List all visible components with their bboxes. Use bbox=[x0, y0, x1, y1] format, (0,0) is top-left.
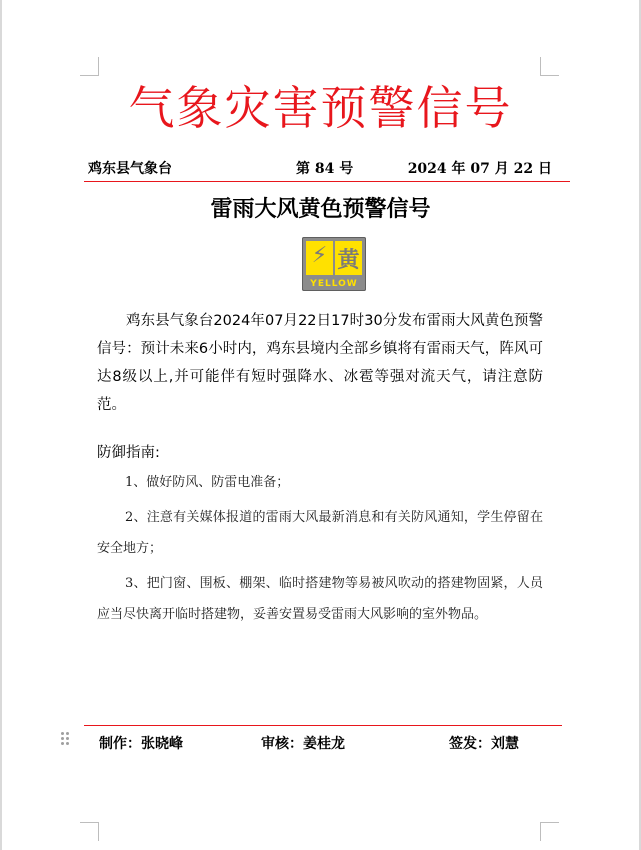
yellow-warning-signal-icon bbox=[302, 237, 366, 291]
reviewed-by: 审核：姜桂龙 bbox=[261, 736, 345, 752]
lightning-icon: ⚡ bbox=[306, 241, 333, 275]
document-footer-row bbox=[97, 733, 537, 755]
document-main-title: 气象灾害预警信号 bbox=[128, 81, 513, 135]
footer-divider bbox=[84, 725, 562, 726]
defense-guide-title: 防御指南: bbox=[97, 445, 160, 461]
document-header-row bbox=[84, 158, 554, 180]
table-drag-handle-icon[interactable] bbox=[61, 731, 71, 747]
crop-mark-top-left bbox=[80, 57, 99, 76]
issued-by: 签发：刘慧 bbox=[449, 736, 519, 752]
made-by: 制作：张晓峰 bbox=[99, 736, 183, 752]
guide-item: 1、做好防风、防雷电准备； bbox=[125, 475, 290, 490]
crop-mark-bottom-right bbox=[540, 822, 559, 841]
signal-title: 雷雨大风黄色预警信号 bbox=[210, 196, 431, 222]
signal-level-char: 黄 bbox=[335, 241, 362, 275]
issue-date: 2024 年 07 月 22 日 bbox=[407, 161, 552, 177]
header-divider bbox=[84, 181, 570, 182]
issuing-organization: 鸡东县气象台 bbox=[88, 161, 172, 177]
guide-item: 3、把门窗、围板、棚架、临时搭建物等易被风吹动的搭建物固紧，人员应当尽快离开临时搭建物，妥善安置易受雷雨大风影响的室外物品。 bbox=[97, 576, 543, 622]
guide-item: 2、注意有关媒体报道的雷雨大风最新消息和有关防风通知，学生停留在安全地方； bbox=[97, 510, 543, 556]
warning-body-paragraph: 鸡东县气象台2024年07月22日17时30分发布雷雨大风黄色预警信号：预计未来6小时内，鸡东县境内全部乡镇将有雷雨天气，阵风可达8级以上,并可能伴有短时强降水、冰雹等强对流天气，请注意防范。 bbox=[97, 313, 543, 413]
issue-number: 第 84 号 bbox=[296, 161, 354, 177]
signal-level-word: YELLOW bbox=[310, 279, 358, 289]
crop-mark-bottom-left bbox=[80, 822, 99, 841]
crop-mark-top-right bbox=[540, 57, 559, 76]
